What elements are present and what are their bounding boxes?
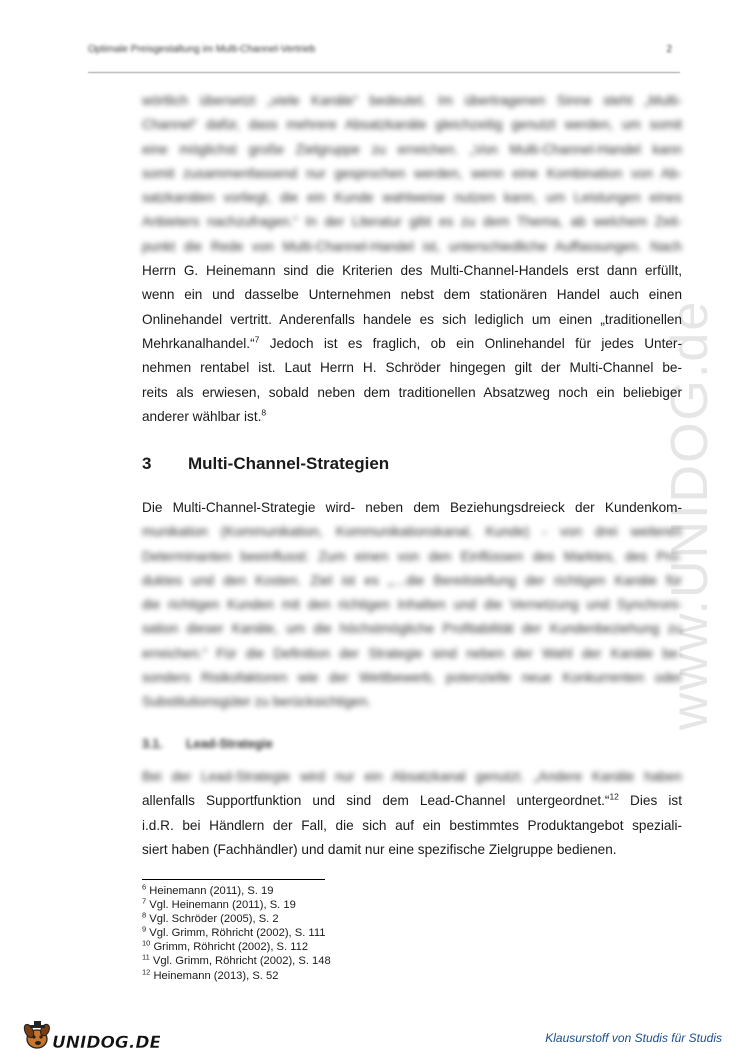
- footnote: [142, 912, 331, 926]
- text-line: punkt die Rede von Multi-Channel-Handel ist, unterschiedliche Auffassungen. Nach: [142, 238, 682, 254]
- paragraph-3: [142, 765, 682, 862]
- unidog-logo: [20, 1015, 160, 1055]
- footnote: [142, 966, 331, 983]
- text-span: anderer wählbar ist.: [142, 408, 262, 424]
- footnote-text: Grimm, Röhricht (2002), S. 112: [150, 941, 309, 954]
- footnote: [142, 954, 331, 968]
- blurred-text-block: [142, 89, 682, 259]
- watermark-text: www.UNIDOG.de: [661, 299, 719, 731]
- footnote-text: Vgl. Schröder (2005), S. 2: [146, 913, 279, 926]
- dog-mascot-icon: [20, 1015, 160, 1055]
- footnote-ref: 7: [254, 334, 260, 345]
- text-line: Channel“ dafür, dass mehrere Absatzkanäle gleichzeitig genutzt werden, um somit: [142, 117, 682, 133]
- text-line: [142, 789, 682, 813]
- footnote-ref: 12: [609, 791, 619, 802]
- text-line: siert haben (Fachhändler) und damit nur eine spezifische Zielgruppe bedienen.: [142, 841, 617, 857]
- header-rule: [88, 72, 680, 73]
- footnote-rule: [142, 879, 325, 880]
- paragraph-1: [142, 89, 682, 429]
- footnote: [142, 940, 331, 954]
- footnote-number: 9: [142, 924, 147, 934]
- text-line: Substitutionsgüter zu berücksichtigen.: [142, 694, 371, 710]
- footnote-text: Vgl. Grimm, Röhricht (2002), S. 111: [146, 927, 326, 940]
- section-heading: [142, 454, 389, 474]
- text-span: Mehrkanalhandel.“: [142, 335, 255, 351]
- text-span: Jedoch ist es fraglich, ob ein Onlinehandel für jedes Unter-: [259, 335, 682, 351]
- text-line: Onlinehandel vertritt. Anderenfalls handele es sich lediglich um einen „traditionellen: [142, 311, 682, 327]
- header-title: Optimale Preisgestaltung im Multi-Channel-Vertrieb: [88, 44, 316, 55]
- text-line: munikation (Kommunikation, Kommunikationskanal, Kunde) - von drei weiteren: [142, 524, 682, 540]
- paragraph-2: [142, 496, 682, 715]
- text-line: [142, 405, 682, 429]
- footnote-text: Vgl. Grimm, Röhricht (2002), S. 148: [149, 955, 331, 968]
- text-line: Bei der Lead-Strategie wird nur ein Absatzkanal genutzt. „Andere Kanäle haben: [142, 769, 682, 784]
- footnote-text: Heinemann (2013), S. 52: [150, 969, 279, 982]
- subsection-heading: [142, 737, 273, 751]
- subsection-number: 3.1.: [142, 737, 163, 751]
- text-line: sation dieser Kanäle, um die höchstmögliche Profitabilität der Kundenbeziehung zu: [142, 621, 682, 637]
- blurred-text-block: [142, 765, 682, 789]
- page-number: 2: [666, 44, 672, 55]
- page-header: [88, 40, 680, 62]
- text-line: i.d.R. bei Händlern der Fall, die sich auf ein bestimmtes Produktangebot speziali-: [142, 817, 682, 833]
- footnote-text: Vgl. Heinemann (2011), S. 19: [146, 899, 296, 912]
- footnotes: [142, 884, 331, 983]
- footnote-number: 10: [142, 938, 151, 948]
- text-line: Anbieters nachzufragen.“ In der Literatur gibt es zu dem Thema, ab welchem Zeit-: [142, 214, 682, 230]
- footnote-number: 8: [142, 910, 147, 920]
- text-line: wenn ein und dasselbe Unternehmen nebst dem stationären Handel auch einen: [142, 287, 682, 303]
- footnote-text: Heinemann (2011), S. 19: [146, 885, 274, 897]
- footnote-number: 12: [142, 966, 151, 976]
- logo-text: UNIDOG.DE: [52, 1033, 160, 1053]
- text-line: satzkanälen vorliegt, die ein Kunde wahlweise nutzen kann, um Leistungen eines: [142, 190, 682, 206]
- section-title: Multi-Channel-Strategien: [188, 454, 390, 473]
- text-line: erreichen.“ Für die Definition der Strategie sind neben der Wahl der Kanäle be-: [142, 645, 682, 661]
- text-line: Determinanten beeinflusst: Zum einen von den Einflüssen des Marktes, des Pro-: [142, 548, 682, 564]
- tagline: Klausurstoff von Studis für Studis: [545, 1031, 722, 1045]
- text-line: [142, 332, 682, 356]
- text-line: wörtlich übersetzt „viele Kanäle“ bedeutet. Im übertragenen Sinne steht „Multi-: [142, 93, 682, 108]
- footnote: [142, 898, 331, 912]
- footnote: [142, 884, 331, 898]
- text-line: reits als erwiesen, sobald neben dem traditionellen Absatzweg noch ein beliebiger: [142, 384, 682, 400]
- text-line: somit zusammenfassend nur gesprochen werden, wenn eine Kombination von Ab-: [142, 165, 682, 181]
- footnote-number: 7: [142, 896, 147, 906]
- text-line: duktes und den Kosten. Ziel ist es „…die Bereitstellung der richtigen Kanäle für: [142, 572, 682, 588]
- section-number: 3: [142, 454, 152, 473]
- text-line: nehmen rentabel ist. Laut Herrn H. Schröder hingegen gilt der Multi-Channel be-: [142, 360, 682, 376]
- footnote-number: 6: [142, 882, 147, 892]
- text-line: die richtigen Kunden mit den richtigen Inhalten und die Vernetzung und Synchroni-: [142, 597, 682, 613]
- footnote: [142, 926, 331, 940]
- footnote-ref: 8: [261, 407, 267, 418]
- footnote-number: 11: [142, 952, 150, 962]
- blurred-text-block: [142, 520, 682, 714]
- subsection-title: Lead-Strategie: [186, 737, 273, 751]
- text-line: Die Multi-Channel-Strategie wird- neben dem Beziehungsdreieck der Kundenkom-: [142, 500, 682, 515]
- text-span: Dies ist: [618, 793, 682, 809]
- text-line: eine möglichst große Zielgruppe zu erreichen. „Von Multi-Channel-Handel kann: [142, 141, 682, 157]
- text-line: Herrn G. Heinemann sind die Kriterien des Multi-Channel-Handels erst dann erfüllt,: [142, 263, 682, 279]
- text-span: allenfalls Supportfunktion und sind dem Lead-Channel untergeordnet.“: [142, 793, 610, 809]
- text-line: sonders Risikofaktoren wie der Wettbewerb, potenzielle neue Konkurrenten oder: [142, 670, 682, 686]
